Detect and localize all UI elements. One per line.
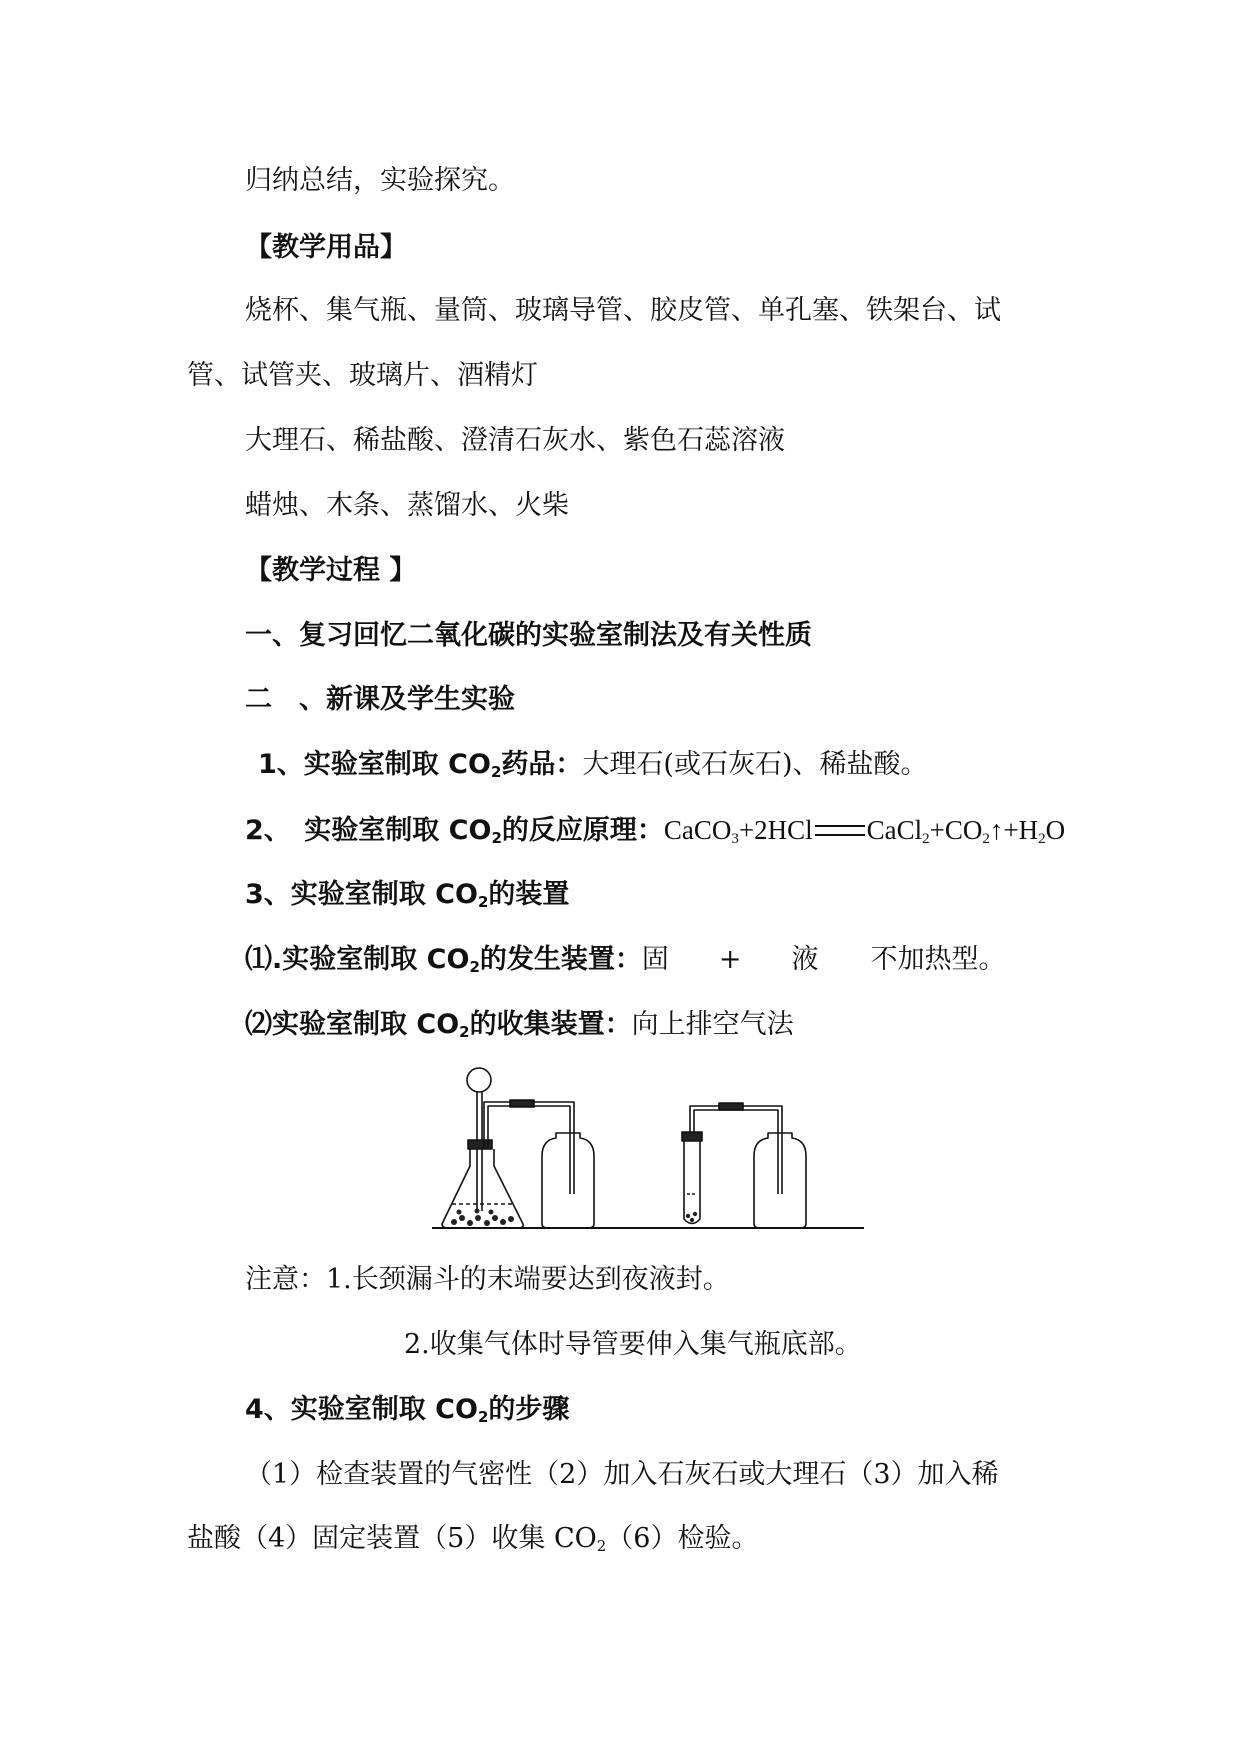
item-1-label: 1、实验室制取 $CO_2$药品： — [258, 749, 583, 781]
item-4: 4、实验室制取 $CO_2$的步骤 — [245, 1394, 570, 1426]
item-2 — [245, 812, 1065, 849]
item-3: 3、实验室制取 $CO_2$的装置 — [245, 879, 570, 911]
methods-line: 归纳总结，实验探究。 — [245, 165, 515, 196]
item-3-2-label: ⑵实验室制取 $CO_2$的收集装置： — [245, 1009, 632, 1041]
supplies-line-2: 管、试管夹、玻璃片、酒精灯 — [187, 360, 538, 391]
item-3-1-label: ⑴.实验室制取 $CO_2$的发生装置： — [245, 944, 642, 976]
steps-line-2: 盐酸（4）固定装置（5）收集 $CO_2(6)$检验。 — [187, 1523, 759, 1555]
item-2-label: 2、 实验室制取 $CO_2$的反应原理： — [245, 815, 664, 847]
supplies-line-1: 烧杯、集气瓶、量筒、玻璃导管、胶皮管、单孔塞、铁架台、试 — [245, 295, 1001, 326]
reaction-equation: CaCO$_3$+2HCl $CaCl_2+CO_2↑+H_2O$ — [663, 815, 1066, 847]
note-line-2: 2.收集气体时导管要伸入集气瓶底部。 — [404, 1329, 862, 1360]
supplies-line-3: 大理石、稀盐酸、澄清石灰水、紫色石蕊溶液 — [245, 425, 785, 456]
item-1-text: 大理石(或石灰石)、稀盐酸。 — [582, 749, 928, 780]
co2-apparatus-diagram — [432, 1066, 864, 1236]
item-1 — [258, 747, 927, 783]
item-3-1: ⑴.实验室制取 $CO_2$的发生装置：固 + 液 不加热型。 — [245, 944, 1006, 976]
equals-sign — [815, 825, 865, 836]
supplies-heading: 【教学用品】 — [245, 232, 407, 263]
steps-line-1: （1）检查装置的气密性（2）加入石灰石或大理石（3）加入稀 — [245, 1459, 999, 1490]
item-3-2: ⑵实验室制取 $CO_2$的收集装置：向上排空气法 — [245, 1009, 794, 1041]
note-line-1: 注意：1.长颈漏斗的末端要达到夜液封。 — [245, 1264, 730, 1295]
process-part-1: 一、复习回忆二氧化碳的实验室制法及有关性质 — [245, 620, 812, 651]
supplies-line-4: 蜡烛、木条、蒸馏水、火柴 — [245, 490, 569, 521]
process-heading: 【教学过程 】 — [245, 555, 417, 586]
process-part-2: 二 、新课及学生实验 — [245, 684, 515, 715]
